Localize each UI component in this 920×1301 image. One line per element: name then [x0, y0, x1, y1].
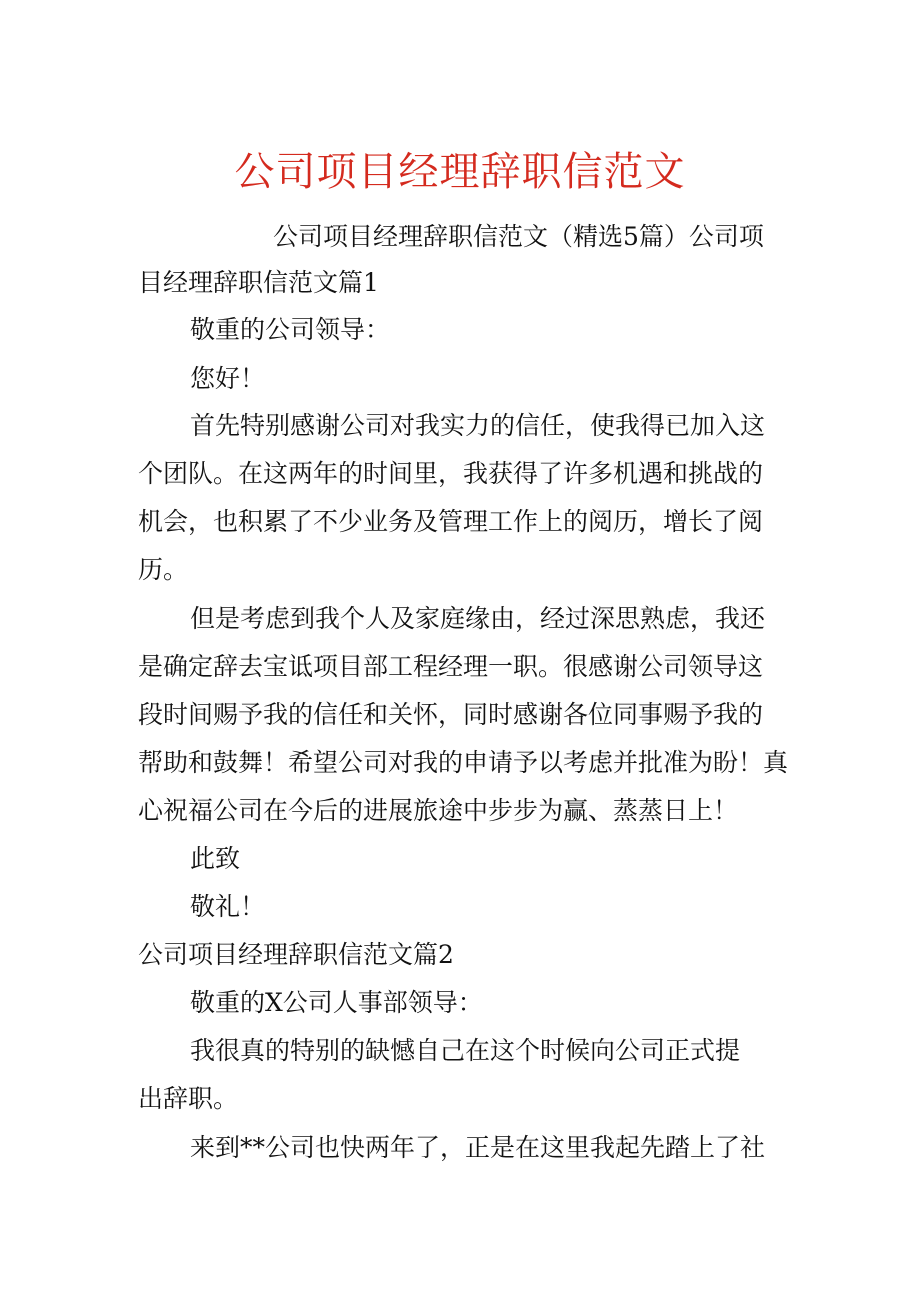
paragraph-1-line-2: 个团队。在这两年的时间里，我获得了许多机遇和挑战的	[138, 459, 764, 488]
document-title: 公司项目经理辞职信范文	[234, 149, 686, 195]
salutation-2: 敬重的X公司人事部领导：	[190, 988, 483, 1017]
intro-line-2: 目经理辞职信范文篇1	[138, 268, 379, 297]
section-heading-2: 公司项目经理辞职信范文篇2	[138, 940, 454, 969]
paragraph-1-line-3: 机会，也积累了不少业务及管理工作上的阅历，增长了阅	[138, 507, 764, 536]
paragraph-2-line-2: 是确定辞去宝诋项目部工程经理一职。很感谢公司领导这	[138, 652, 764, 681]
closing-line-2: 敬礼！	[190, 892, 266, 921]
closing-line-1: 此致	[190, 844, 241, 873]
paragraph-2-line-3: 段时间赐予我的信任和关怀，同时感谢各位同事赐予我的	[138, 700, 764, 729]
greeting-1: 您好！	[190, 364, 266, 393]
paragraph-4-line-1: 来到**公司也快两年了，正是在这里我起先踏上了社	[190, 1133, 766, 1162]
intro-line-1: 公司项目经理辞职信范文（精选5篇）公司项	[273, 222, 764, 251]
paragraph-3-line-2: 出辞职。	[138, 1084, 239, 1113]
paragraph-2-line-5: 心祝福公司在今后的进展旅途中步步为赢、蒸蒸日上！	[138, 796, 739, 825]
paragraph-1-line-1: 首先特别感谢公司对我实力的信任，使我得已加入这	[190, 411, 766, 440]
paragraph-1-line-4: 历。	[138, 555, 189, 584]
paragraph-3-line-1: 我很真的特别的缺憾自己在这个时候向公司正式提	[190, 1036, 741, 1065]
salutation-1: 敬重的公司领导：	[190, 315, 391, 344]
paragraph-2-line-4: 帮助和鼓舞！希望公司对我的申请予以考虑并批准为盼！真	[138, 748, 789, 777]
paragraph-2-line-1: 但是考虑到我个人及家庭缘由，经过深思熟虑，我还	[190, 604, 766, 633]
